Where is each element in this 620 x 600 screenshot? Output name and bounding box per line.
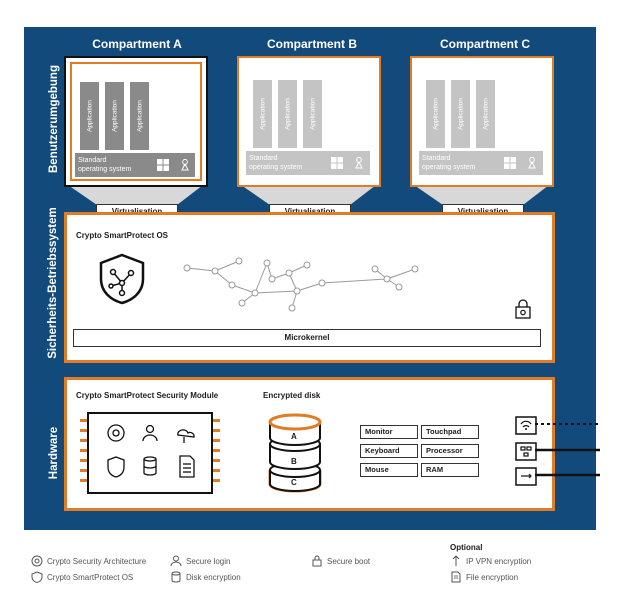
- disk-segment-b: B: [291, 457, 297, 466]
- io-processor: Processor: [421, 444, 479, 458]
- application-block: Application: [80, 82, 99, 150]
- layer-label-security: Sicherheits-Betriebssystem: [47, 207, 59, 359]
- os-label-line1: Standard: [422, 155, 451, 162]
- os-label-line1: Standard: [249, 155, 278, 162]
- os-label-line2: operating system: [78, 166, 132, 173]
- encrypted-disk-title: Encrypted disk: [263, 391, 321, 400]
- compartment-c-title: Compartment C: [439, 37, 530, 51]
- application-block: Application: [253, 80, 272, 148]
- os-label-line2: operating system: [422, 164, 476, 171]
- legend-secure-login: Secure login: [186, 557, 231, 566]
- application-block: Application: [476, 80, 495, 148]
- disk-encryption-icon: [170, 571, 182, 583]
- application-block: Application: [426, 80, 445, 148]
- disk-segment-c: C: [291, 478, 297, 487]
- legend-secure-boot: Secure boot: [327, 557, 371, 566]
- os-label-line1: Standard: [78, 157, 107, 164]
- layer-label-user: Benutzerumgebung: [48, 65, 60, 173]
- secure-login-icon: [170, 555, 182, 567]
- compartment-b-title: Compartment B: [266, 37, 357, 51]
- legend-vpn: IP VPN encryption: [466, 557, 532, 566]
- legend-optional-title: Optional: [450, 543, 483, 552]
- application-block: Application: [130, 82, 149, 150]
- legend-disk-encryption: Disk encryption: [186, 573, 241, 582]
- io-mouse: Mouse: [360, 463, 418, 477]
- legend-smartprotect-os: Crypto SmartProtect OS: [47, 573, 134, 582]
- shield-legend-icon: [31, 571, 43, 583]
- io-monitor: Monitor: [360, 425, 418, 439]
- disk-segment-a: A: [291, 432, 297, 441]
- io-ram: RAM: [421, 463, 479, 477]
- application-block: Application: [105, 82, 124, 150]
- application-block: Application: [451, 80, 470, 148]
- file-encryption-icon: [450, 571, 462, 583]
- security-os-title: Crypto SmartProtect OS: [76, 231, 169, 240]
- layer-label-hardware: Hardware: [48, 426, 60, 480]
- application-block: Application: [278, 80, 297, 148]
- legend-crypto-architecture: Crypto Security Architecture: [47, 557, 147, 566]
- io-keyboard: Keyboard: [360, 444, 418, 458]
- vpn-icon: [450, 555, 462, 567]
- legend-file-encryption: File encryption: [466, 573, 519, 582]
- compartment-a-title: Compartment A: [92, 37, 182, 51]
- crypto-architecture-icon: [31, 555, 43, 567]
- microkernel-bar: Microkernel: [73, 329, 541, 347]
- security-module-title: Crypto SmartProtect Security Module: [76, 391, 219, 400]
- application-block: Application: [303, 80, 322, 148]
- io-touchpad: Touchpad: [421, 425, 479, 439]
- os-label-line2: operating system: [249, 164, 303, 171]
- secure-boot-icon: [311, 555, 323, 567]
